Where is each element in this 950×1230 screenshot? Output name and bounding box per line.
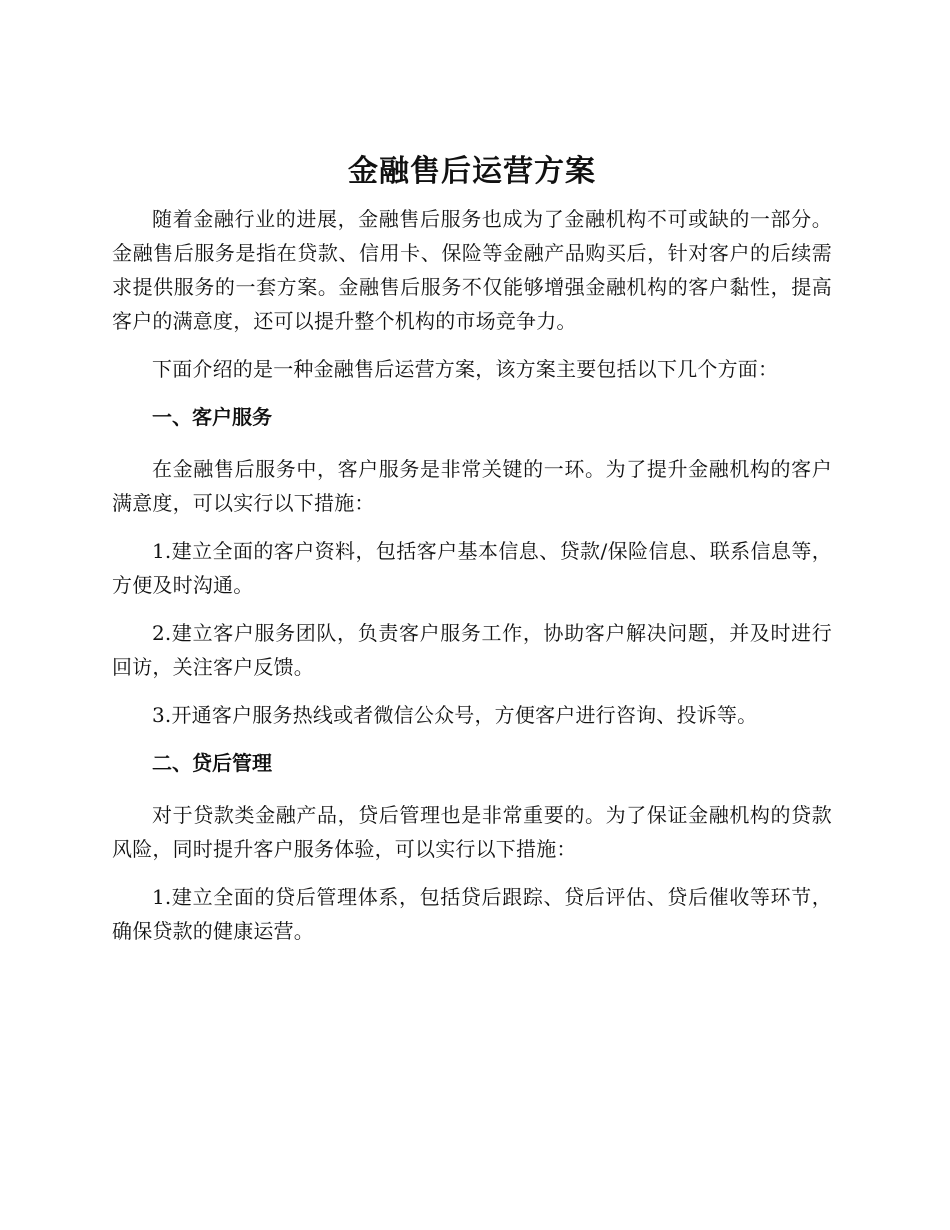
- intro-paragraph: 随着金融行业的进展，金融售后服务也成为了金融机构不可或缺的一部分。金融售后服务是指在贷款、信用卡、保险等金融产品购买后，针对客户的后续需求提供服务的一套方案。金融售后服务不仅能够增强金融机构的客户黏性，提高客户的满意度，还可以提升整个机构的市场竞争力。: [112, 207, 832, 333]
- section-list-item: 3.开通客户服务热线或者微信公众号，方便客户进行咨询、投诉等。: [152, 703, 758, 727]
- section-paragraph: 在金融售后服务中，客户服务是非常关键的一环。为了提升金融机构的客户满意度，可以实行以下措施：: [112, 457, 832, 515]
- overview-paragraph: 下面介绍的是一种金融售后运营方案，该方案主要包括以下几个方面：: [152, 357, 779, 381]
- section-list-item: 1.建立全面的贷后管理体系，包括贷后跟踪、贷后评估、贷后催收等环节，确保贷款的健康运营。: [112, 885, 832, 943]
- section-paragraph: 对于贷款类金融产品，贷后管理也是非常重要的。为了保证金融机构的贷款风险，同时提升客户服务体验，可以实行以下措施：: [112, 803, 832, 861]
- section-list-item: 2.建立客户服务团队，负责客户服务工作，协助客户解决问题，并及时进行回访，关注客户反馈。: [112, 621, 832, 679]
- document-title: 金融售后运营方案: [348, 154, 596, 189]
- section-heading-customer-service: 一、客户服务: [152, 405, 272, 429]
- section-list-item: 1.建立全面的客户资料，包括客户基本信息、贷款/保险信息、联系信息等，方便及时沟通。: [112, 539, 832, 597]
- section-heading-post-loan-management: 二、贷后管理: [152, 751, 272, 775]
- document-body: [112, 150, 832, 962]
